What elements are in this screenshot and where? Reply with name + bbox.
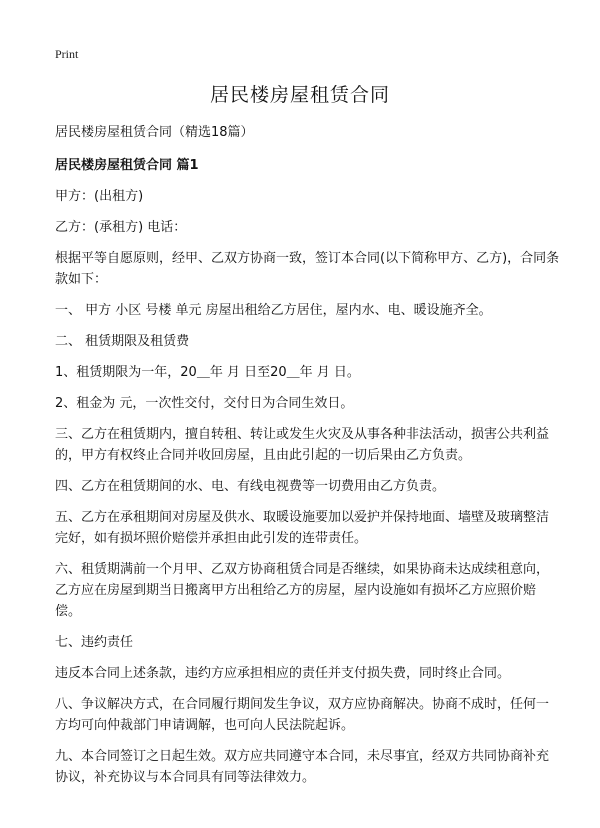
paragraph: 乙方：(承租方) 电话： <box>55 220 187 235</box>
paragraph: 七、违约责任 <box>55 635 134 650</box>
paragraph: 六、租赁期满前一个月甲、乙双方协商租赁合同是否继续，如果协商未达成续租意向，乙方应在房屋到期当日搬离甲方出租给乙方的房屋，屋内设施如有损坏乙方应照价赔偿。 <box>55 562 550 619</box>
paragraph: 五、乙方在承租期间对房屋及供水、取暖设施要加以爱护并保持地面、墙壁及玻璃整洁完好，如有损坏照价赔偿并承担由此引发的连带责任。 <box>55 510 550 546</box>
paragraph: 一、 甲方 小区 号楼 单元 房屋出租给乙方居住，屋内水、电、暖设施齐全。 <box>55 303 492 318</box>
print-link[interactable]: Print <box>55 47 79 61</box>
paragraph: 2、租金为 元，一次性交付，交付日为合同生效日。 <box>55 396 354 411</box>
paragraph: 违反本合同上述条款，违约方应承担相应的责任并支付损失费，同时终止合同。 <box>55 666 511 681</box>
paragraph: 甲方：(出租方) <box>55 189 144 204</box>
paragraph: 二、 租赁期限及租赁费 <box>55 334 190 349</box>
document-body <box>55 122 560 798</box>
paragraph: 1、租赁期限为一年，20＿年 月 日至20＿年 月 日。 <box>55 365 360 380</box>
paragraph: 九、本合同签订之日起生效。双方应共同遵守本合同，未尽事宜，经双方共同协商补充协议，补充协议与本合同具有同等法律效力。 <box>55 749 550 785</box>
section-heading: 居民楼房屋租赁合同 篇1 <box>55 158 199 173</box>
paragraph: 根据平等自愿原则，经甲、乙双方协商一致，签订本合同(以下简称甲方、乙方)，合同条款如下： <box>55 251 560 287</box>
document-title: 居民楼房屋租赁合同 <box>209 84 390 106</box>
document-subtitle: 居民楼房屋租赁合同（精选18篇） <box>55 125 254 140</box>
paragraph: 四、乙方在租赁期间的水、电、有线电视费等一切费用由乙方负责。 <box>55 479 446 494</box>
paragraph: 八、争议解决方式，在合同履行期间发生争议，双方应协商解决。协商不成时，任何一方均可向仲裁部门申请调解，也可向人民法院起诉。 <box>55 697 550 733</box>
paragraph: 三、乙方在租赁期内，擅自转租、转让或发生火灾及从事各种非法活动，损害公共利益的，甲方有权终止合同并收回房屋，且由此引起的一切后果由乙方负责。 <box>55 427 550 463</box>
